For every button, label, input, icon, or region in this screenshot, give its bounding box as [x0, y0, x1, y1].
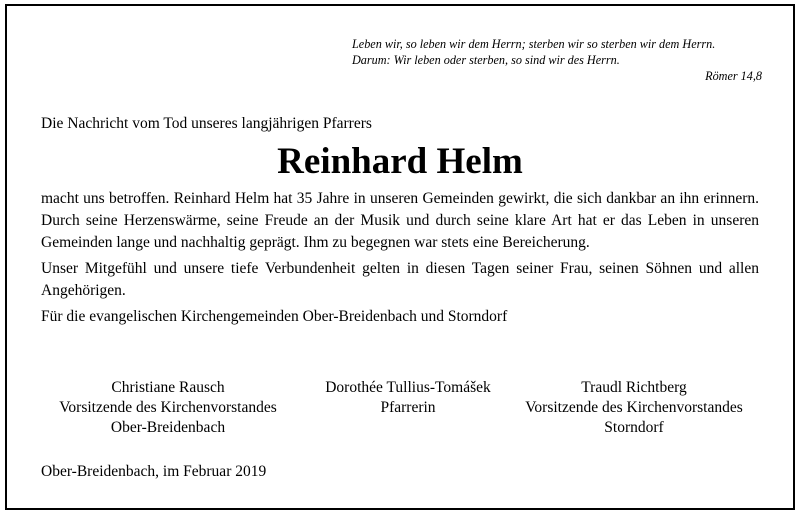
- signatory-name: Traudl Richtberg: [581, 379, 687, 396]
- signatory-place: Storndorf: [604, 419, 664, 436]
- signatory-role: Pfarrerin: [380, 399, 436, 416]
- signatory-role: Vorsitzende des Kirchenvorstandes: [59, 399, 277, 416]
- quote-reference: Römer 14,8: [705, 69, 762, 83]
- notice-body: [41, 188, 759, 332]
- signatory-2: [297, 378, 519, 418]
- signatory-name: Dorothée Tullius-Tomášek: [325, 379, 491, 396]
- paragraph-tribute: macht uns betroffen. Reinhard Helm hat 35 Jahre in unseren Gemeinden gewirkt, die sich dankbar an ihn erinnern. Durch seine Herzenswärme, seine Freude an der Musik und durch seine klare Art hat er das Leben in unseren Gemeinden lange und nachhaltig geprägt. Ihm zu begegnen war stets eine Bereicherung.: [41, 190, 759, 251]
- deceased-name: Reinhard Helm: [277, 141, 523, 182]
- intro-text: Die Nachricht vom Tod unseres langjährigen Pfarrers: [41, 115, 372, 132]
- obituary-notice: [5, 4, 795, 510]
- bible-quote: [352, 36, 772, 84]
- signatory-role: Vorsitzende des Kirchenvorstandes: [525, 399, 743, 416]
- signatory-1: [41, 378, 295, 438]
- signatory-3: [503, 378, 765, 438]
- paragraph-on-behalf: Für die evangelischen Kirchengemeinden Ober-Breidenbach und Storndorf: [41, 308, 508, 325]
- quote-line-1: Leben wir, so leben wir dem Herrn; sterben wir so sterben wir dem Herrn.: [352, 37, 716, 51]
- signatory-place: Ober-Breidenbach: [110, 419, 226, 436]
- signatory-name: Christiane Rausch: [111, 379, 225, 396]
- place-and-date: Ober-Breidenbach, im Februar 2019: [41, 463, 267, 480]
- quote-line-2: Darum: Wir leben oder sterben, so sind wir des Herrn.: [352, 53, 620, 67]
- paragraph-condolence: Unser Mitgefühl und unsere tiefe Verbundenheit gelten in diesen Tagen seiner Frau, seinen Söhnen und allen Angehörigen.: [41, 260, 759, 299]
